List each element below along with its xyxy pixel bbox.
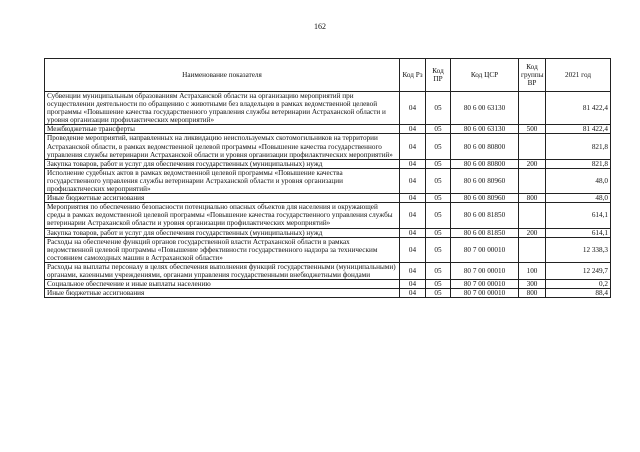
cell-name: Субвенции муниципальным образованиям Астраханской области на организацию мероприятий при осуществлении деятельности по обращению с животными без владельцев в рамках ведомственной целевой программы «Повышение качества государственного управления службы ветеринарии Астраханской области и уровня организации профилактических мероприятий» [45,92,400,125]
table-header [45,59,611,92]
cell-vr: 500 [519,125,546,134]
cell-name: Межбюджетные трансферты [45,125,400,134]
header-vr: Код группы ВР [519,59,546,92]
cell-csr: 80 6 00 80960 [451,194,519,203]
cell-pr: 05 [426,194,451,203]
table-row [45,159,611,168]
cell-pr: 05 [426,228,451,237]
page-number: 162 [314,22,326,31]
cell-rz: 04 [400,134,426,159]
cell-pr: 05 [426,134,451,159]
cell-amount: 821,8 [546,134,611,159]
cell-amount: 88,4 [546,289,611,298]
cell-pr: 05 [426,125,451,134]
cell-amount: 0,2 [546,280,611,289]
cell-rz: 04 [400,237,426,262]
cell-pr: 05 [426,262,451,279]
cell-amount: 81 422,4 [546,92,611,125]
header-rz: Код Рз [400,59,426,92]
cell-amount: 12 249,7 [546,262,611,279]
table-row [45,92,611,125]
cell-pr: 05 [426,289,451,298]
cell-name: Закупка товаров, работ и услуг для обеспечения государственных (муниципальных) нужд [45,228,400,237]
cell-name: Социальное обеспечение и иные выплаты населению [45,280,400,289]
header-row [45,59,611,92]
cell-pr: 05 [426,159,451,168]
cell-name: Закупка товаров, работ и услуг для обеспечения государственных (муниципальных) нужд [45,159,400,168]
cell-rz: 04 [400,168,426,193]
table-row [45,262,611,279]
cell-csr: 80 7 00 00010 [451,237,519,262]
cell-vr [519,92,546,125]
table-body [45,92,611,298]
header-name: Наименование показателя [45,59,400,92]
cell-vr: 800 [519,194,546,203]
cell-rz: 04 [400,92,426,125]
table-row [45,237,611,262]
cell-rz: 04 [400,125,426,134]
cell-rz: 04 [400,194,426,203]
cell-csr: 80 7 00 00010 [451,289,519,298]
cell-vr [519,203,546,228]
cell-rz: 04 [400,159,426,168]
cell-rz: 04 [400,289,426,298]
cell-amount: 614,1 [546,228,611,237]
cell-vr [519,134,546,159]
cell-csr: 80 6 00 80800 [451,159,519,168]
budget-table [44,58,611,298]
cell-vr: 800 [519,289,546,298]
cell-name: Иные бюджетные ассигнования [45,194,400,203]
cell-csr: 80 7 00 00010 [451,280,519,289]
cell-vr [519,237,546,262]
cell-name: Проведение мероприятий, направленных на ликвидацию неиспользуемых скотомогильников на территории Астраханской области, в рамках ведомственной целевой программы «Повышение качества государственного управления службы ветеринарии Астраханской области и уровня организации профилактических мероприятий» [45,134,400,159]
cell-vr: 300 [519,280,546,289]
cell-name: Мероприятия по обеспечению безопасности потенциально опасных объектов для населения и окружающей среды в рамках ведомственной целевой программы «Повышение качества государственного управления службы ветеринарии Астраханской области и уровня организации профилактических мероприятий» [45,203,400,228]
cell-rz: 04 [400,280,426,289]
cell-pr: 05 [426,168,451,193]
cell-pr: 05 [426,237,451,262]
table-row [45,125,611,134]
cell-csr: 80 6 00 63130 [451,92,519,125]
table-row [45,168,611,193]
cell-vr: 200 [519,228,546,237]
cell-pr: 05 [426,280,451,289]
cell-rz: 04 [400,262,426,279]
cell-amount: 614,1 [546,203,611,228]
cell-name: Расходы на обеспечение функций органов государственной власти Астраханской области в рамках ведомственной целевой программы «Повышение эффективности государственного надзора за техническим состоянием самоходных машин в Астраханской области» [45,237,400,262]
header-pr: Код ПР [426,59,451,92]
cell-amount: 12 338,3 [546,237,611,262]
cell-name: Расходы на выплаты персоналу в целях обеспечения выполнения функций государственными (муниципальными) органами, казенными учреждениями, органами управления государственными внебюджетными фондами [45,262,400,279]
cell-csr: 80 6 00 80960 [451,168,519,193]
cell-csr: 80 6 00 81850 [451,228,519,237]
cell-pr: 05 [426,203,451,228]
cell-amount: 81 422,4 [546,125,611,134]
cell-rz: 04 [400,203,426,228]
cell-csr: 80 6 00 80800 [451,134,519,159]
cell-name: Исполнение судебных актов в рамках ведомственной целевой программы «Повышение качества государственного управления службы ветеринарии Астраханской области и уровня организации профилактических мероприятий» [45,168,400,193]
cell-csr: 80 6 00 63130 [451,125,519,134]
table-row [45,194,611,203]
cell-vr: 200 [519,159,546,168]
table-row [45,280,611,289]
cell-csr: 80 7 00 00010 [451,262,519,279]
cell-csr: 80 6 00 81850 [451,203,519,228]
cell-vr: 100 [519,262,546,279]
cell-vr [519,168,546,193]
table-row [45,289,611,298]
cell-amount: 48,0 [546,194,611,203]
cell-amount: 821,8 [546,159,611,168]
header-csr: Код ЦСР [451,59,519,92]
table-row [45,203,611,228]
cell-name: Иные бюджетные ассигнования [45,289,400,298]
header-year: 2021 год [546,59,611,92]
table-row [45,134,611,159]
table-row [45,228,611,237]
cell-rz: 04 [400,228,426,237]
cell-amount: 48,0 [546,168,611,193]
cell-pr: 05 [426,92,451,125]
